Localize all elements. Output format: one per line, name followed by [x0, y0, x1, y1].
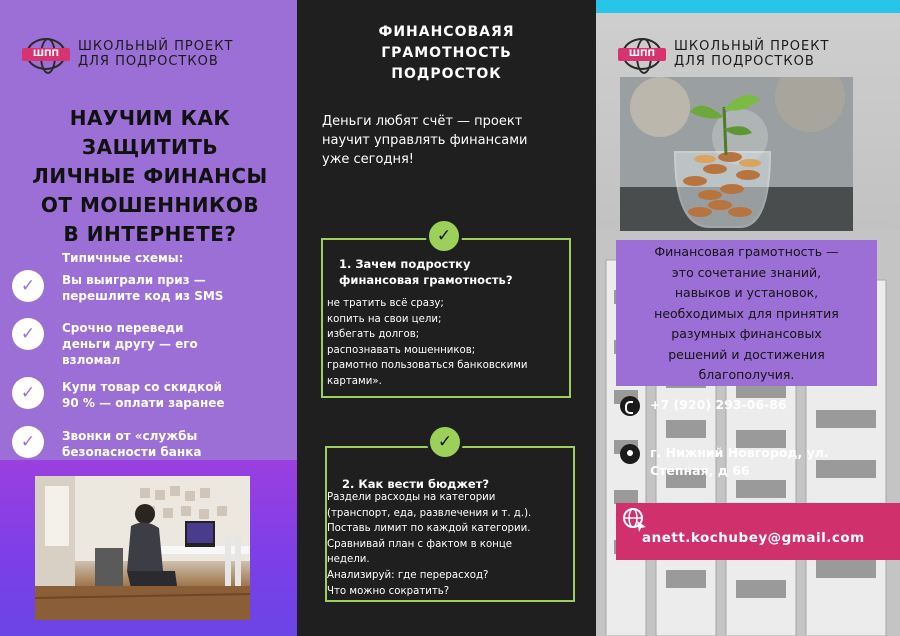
check-icon: ✓: [12, 318, 44, 350]
headline-line: ЗАЩИТИТЬ: [81, 135, 219, 159]
brand-text: [674, 39, 829, 69]
headline-line: ЛИЧНЫЕ ФИНАНСЫ: [32, 164, 268, 188]
scheme-line: Купи товар со скидкой: [62, 380, 222, 394]
list-item: копить на свои цели;: [327, 313, 442, 325]
scheme-text: [62, 318, 198, 368]
list-item: Сравнивай план с фактом в конце: [327, 538, 513, 550]
scheme-line: 90 % — оплати заранее: [62, 396, 225, 410]
why-box-title: [339, 256, 569, 288]
address-line: Степная, д 66: [650, 463, 750, 478]
scheme-line: Звонки от «службы: [62, 429, 198, 443]
why-box-list: [327, 296, 589, 390]
budget-box-title: 2. Как вести бюджет?: [342, 477, 490, 491]
middle-intro: [322, 112, 572, 169]
headline-line: ОТ МОШЕННИКОВ: [40, 193, 260, 217]
scheme-item: [12, 318, 292, 368]
intro-line: Деньги любят счёт — проект: [322, 114, 523, 129]
headline-line: НАУЧИМ КАК: [69, 106, 231, 130]
scheme-text: [62, 270, 223, 304]
headline: [10, 104, 290, 249]
brand-line1: ШКОЛЬНЫЙ ПРОЕКТ: [674, 39, 830, 54]
middle-title-line: ПОДРОСТОК: [391, 66, 502, 82]
check-icon: ✓: [12, 426, 44, 458]
list-item: (транспорт, еда, развлечения и т. д.).: [327, 507, 532, 519]
brand-right: [618, 38, 829, 70]
scheme-line: Вы выиграли приз —: [62, 273, 206, 287]
definition-line: необходимых для принятия: [654, 305, 839, 321]
top-accent-strip: [596, 0, 900, 13]
middle-title-line: ФИНАНСОВАЯЯ: [378, 24, 515, 40]
scheme-item: [12, 377, 292, 411]
definition-text: [616, 240, 877, 386]
definition-line: решений и достижения: [668, 346, 825, 362]
coins-jar-plant-photo: [620, 77, 853, 231]
list-item: не тратить всё сразу;: [327, 298, 444, 309]
list-item: Раздели расходы на категории: [327, 492, 496, 503]
list-item: грамотно пользоваться банковскими: [327, 360, 528, 372]
brand-line2: ДЛЯ ПОДРОСТКОВ: [674, 54, 815, 69]
left-panel: [0, 0, 297, 636]
location-pin-icon: [620, 444, 640, 464]
scheme-item: [12, 270, 292, 304]
scheme-item: [12, 426, 292, 460]
definition-line: благополучия.: [698, 367, 795, 382]
address-text: [650, 444, 829, 480]
intro-line: уже сегодня!: [322, 152, 414, 167]
right-panel: [596, 0, 900, 636]
list-item: распознавать мошенников;: [327, 344, 476, 356]
middle-title-line: ГРАМОТНОСТЬ: [381, 45, 512, 61]
budget-box-list: [327, 490, 589, 599]
brand-line1: ШКОЛЬНЫЙ ПРОЕКТ: [78, 39, 234, 54]
logo-text: ШПП: [22, 48, 70, 61]
list-item: Что можно сократить?: [327, 585, 450, 597]
middle-panel: [297, 0, 596, 636]
scheme-text: [62, 377, 225, 411]
headline-line: В ИНТЕРНЕТЕ?: [63, 222, 237, 246]
scheme-line: взломал: [62, 353, 121, 367]
scheme-line: перешлите код из SMS: [62, 289, 224, 303]
check-icon: ✓: [426, 218, 462, 254]
list-item: Анализируй: где перерасход?: [327, 569, 489, 581]
student-at-desk-photo: [35, 476, 250, 620]
scheme-line: Срочно переведи: [62, 321, 184, 335]
box-title-line: 1. Зачем подростку: [339, 257, 471, 271]
email-link[interactable]: anett.kochubey@gmail.com: [642, 530, 865, 546]
list-item: избегать долгов;: [327, 329, 420, 341]
list-item: картами».: [327, 375, 382, 387]
address-contact: [620, 444, 829, 480]
brand-text: [78, 39, 233, 69]
check-icon: ✓: [12, 377, 44, 409]
address-line: г. Нижний Новгород, ул.: [650, 445, 829, 460]
list-item: Поставь лимит по каждой категории.: [327, 523, 531, 535]
check-icon: ✓: [427, 424, 463, 460]
schemes-title: Типичные схемы:: [62, 251, 184, 265]
phone-contact: [620, 396, 787, 416]
definition-line: разумных финансовых: [671, 326, 822, 341]
definition-line: навыков и установок,: [674, 285, 819, 300]
middle-title: [297, 22, 596, 85]
brand-left: [22, 38, 233, 70]
brand-line2: ДЛЯ ПОДРОСТКОВ: [78, 54, 219, 69]
globe-logo-icon: [618, 38, 666, 70]
globe-logo-icon: [22, 38, 70, 70]
check-icon: ✓: [12, 270, 44, 302]
intro-line: научит управлять финансами: [322, 133, 528, 148]
phone-icon: [620, 396, 640, 416]
definition-line: Финансовая грамотность —: [654, 244, 839, 259]
logo-text: ШПП: [618, 48, 666, 61]
scheme-line: безопасности банка: [62, 445, 202, 459]
phone-number[interactable]: +7 (920) 293-06-86: [650, 397, 787, 412]
box-title-line: финансовая грамотность?: [339, 273, 513, 287]
list-item: недели.: [327, 554, 370, 566]
scheme-line: деньги другу — его: [62, 337, 198, 351]
definition-line: это сочетание знаний,: [671, 264, 822, 280]
scheme-text: [62, 426, 201, 460]
